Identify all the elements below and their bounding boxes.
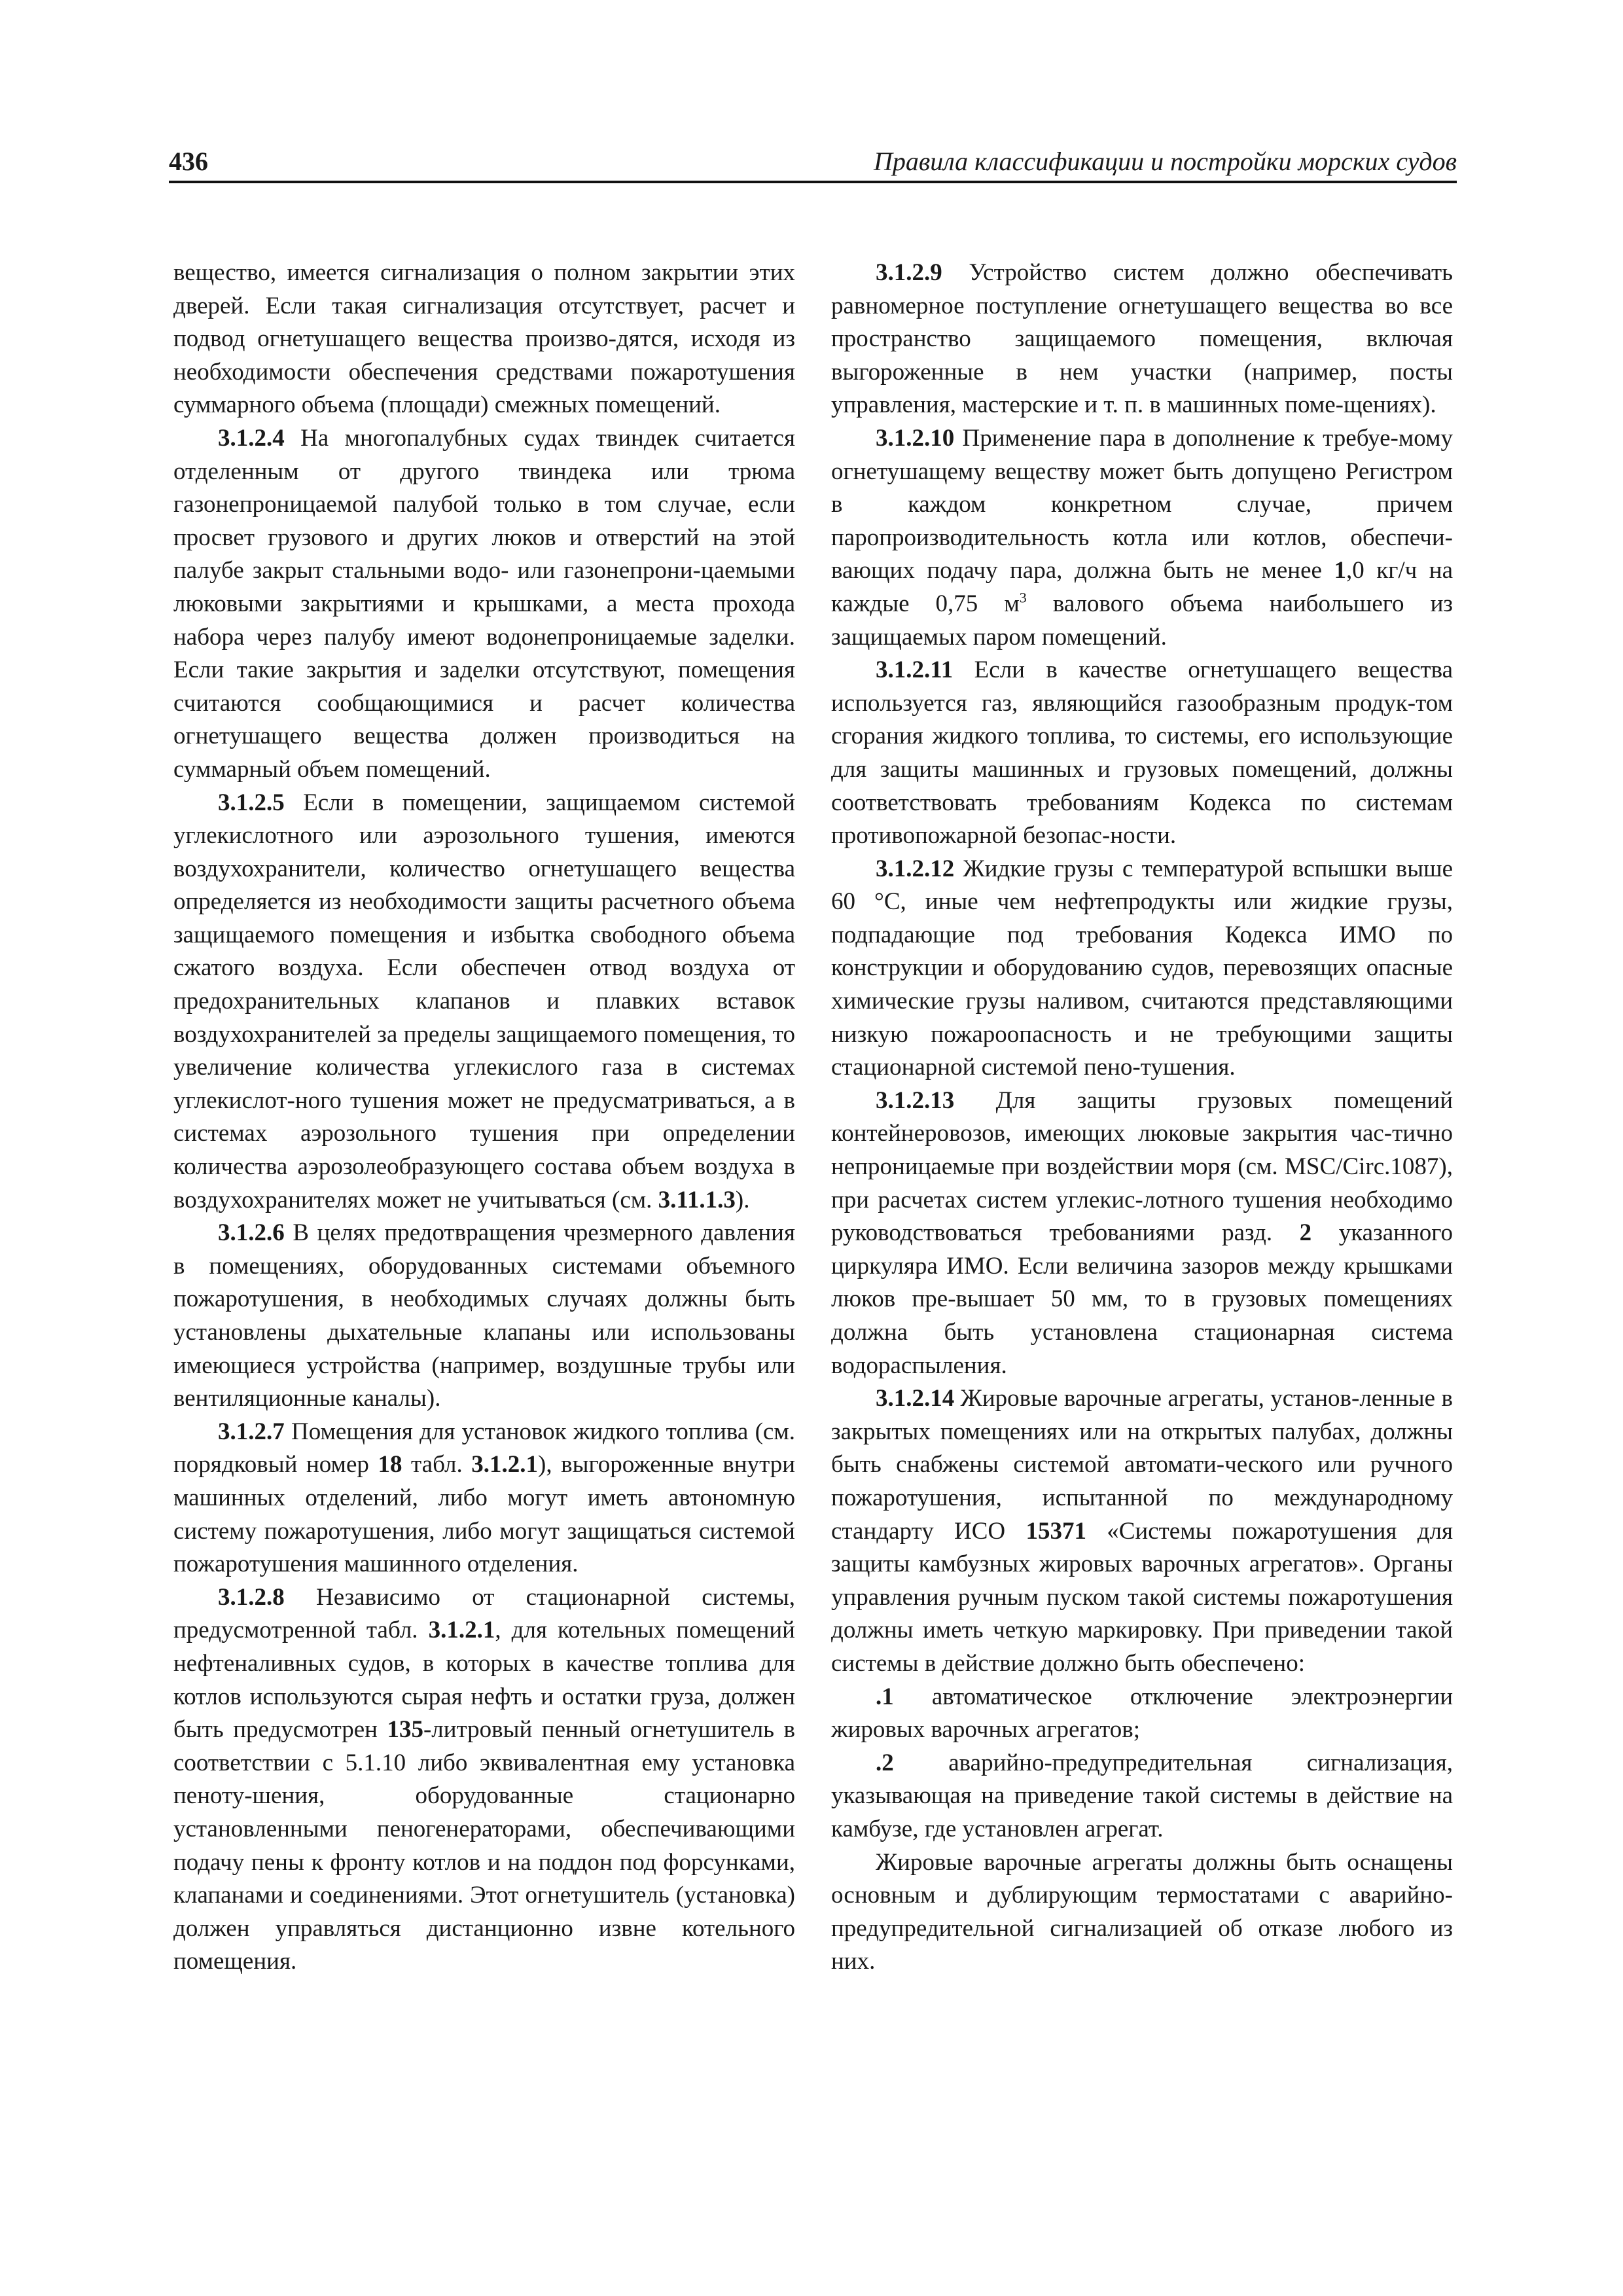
cross-reference: 3.1.2.1 <box>471 1451 539 1479</box>
clause-number: 3.1.2.12 <box>876 855 955 882</box>
paragraph-3-1-2-9: 3.1.2.9 Устройство систем должно обеспечивать равномерное поступление огнетушащего вещества во все пространство защищаемого помещения, включая выгороженные в нем участки (например, посты управления, мастерские и т. п. в машинных поме-щениях). <box>831 259 1453 419</box>
clause-number: 3.1.2.5 <box>218 789 285 816</box>
paragraph-3-1-2-13: 3.1.2.13 Для защиты грузовых помещений контейнеровозов, имеющих люковые закрытия час-тично непроницаемые при воздействии моря (см. MSC/Circ.1087), при расчетах систем углекис-лотного тушения необходимо руководствоваться требованиями разд. 2 указанного циркуляра ИМО. Если величина зазоров между крышками люков пре-вышает 50 мм, то в грузовых помещениях должна быть установлена стационарная система водораспыления. <box>831 1086 1453 1379</box>
paragraph-3-1-2-7: 3.1.2.7 Помещения для установок жидкого топлива (см. порядковый номер 18 табл. 3.1.2.1), выгороженные внутри машинных отделений, либо могут иметь автономную систему пожаротушения, либо могут защищаться системой пожаротушения машинного отделения. <box>173 1418 795 1578</box>
right-column <box>831 257 1453 1979</box>
cross-reference: 15371 <box>1026 1517 1086 1545</box>
clause-number: 3.1.2.8 <box>218 1583 285 1611</box>
running-title: Правила классификации и постройки морских судов <box>873 147 1457 176</box>
paragraph-3-1-2-10: 3.1.2.10 Применение пара в дополнение к требуе-мому огнетушащему веществу может быть допущено Регистром в каждом конкретном случае, причем паропроизводительность котла или котлов, обеспечи-вающих подачу пара, должна быть не менее 1,0 кг/ч на каждые 0,75 $м^3$ валового объема наибольшего из защищаемых паром помещений. <box>831 424 1453 651</box>
paragraph-3-1-2-14: 3.1.2.14 Жировые варочные агрегаты, установ-ленные в закрытых помещениях или на открытых палубах, должны быть снабжены системой автомати-ческого или ручного пожаротушения, испытанной по международному стандарту ИСО 15371 «Системы пожаротушения для защиты камбузных жировых варочных агрегатов». Органы управления ручным пуском такой системы пожаротушения должны иметь четкую маркировку. При приведении такой системы в действие должно быть обеспечено: <box>831 1385 1454 1677</box>
superscript: 3 <box>1019 589 1027 606</box>
list-item-1: .1 автоматическое отключение электроэнергии жировых варочных агрегатов; <box>831 1683 1453 1744</box>
clause-number: 3.1.2.7 <box>218 1418 285 1445</box>
paragraph-closing: Жировые варочные агрегаты должны быть оснащены основным и дублирующим термостатами с аварийно-предупредительной сигнализацией об отказе любого из них. <box>831 1848 1453 1975</box>
list-number: .1 <box>876 1683 894 1710</box>
clause-number: 3.1.2.6 <box>218 1219 285 1247</box>
page-number: 436 <box>169 147 208 176</box>
paragraph-3-1-2-8: 3.1.2.8 Независимо от стационарной системы, предусмотренной табл. 3.1.2.1, для котельных помещений нефтеналивных судов, в которых в качестве топлива для котлов используются сырая нефть и остатки груза, должен быть предусмотрен 135-литровый пенный огнетушитель в соответствии с 5.1.10 либо эквивалентная ему установка пеноту-шения, оборудованные стационарно установленными пеногенераторами, обеспечивающими подачу пены к фронту котлов и на поддон под форсунками, клапанами и соединениями. Этот огнетушитель (установка) должен управляться дистанционно извне котельного помещения. <box>173 1583 795 1975</box>
paragraph-3-1-2-4: 3.1.2.4 На многопалубных судах твиндек считается отделенным от другого твиндека или трюма газонепроницаемой палубой только в том случае, если просвет грузового и других люков и отверстий на этой палубе закрыт стальными водо- или газонепрони-цаемыми люковыми закрытиями и крышками, а места прохода набора через палубу имеют водонепроницаемые заделки. Если такие закрытия и заделки отсутствуют, помещения считаются сообщающимися и расчет количества огнетушащего вещества должен производиться на суммарный объем помещений. <box>173 424 795 783</box>
paragraph-3-1-2-12: 3.1.2.12 Жидкие грузы с температурой вспышки выше 60 °С, иные чем нефтепродукты или жидкие грузы, подпадающие под требования Кодекса ИМО по конструкции и оборудованию судов, перевозящих опасные химические грузы наливом, считаются представляющими низкую пожароопасность и не требующими защиты стационарной системой пено-тушения. <box>831 855 1453 1081</box>
cross-reference: 135 <box>387 1716 423 1744</box>
cross-reference: 3.11.1.3 <box>658 1186 736 1213</box>
clause-number: 3.1.2.9 <box>876 259 942 286</box>
cross-reference: 2 <box>1299 1219 1312 1247</box>
list-number: .2 <box>876 1749 894 1776</box>
paragraph-3-1-2-5: 3.1.2.5 Если в помещении, защищаемом системой углекислотного или аэрозольного тушения, имеются воздухохранители, количество огнетушащего вещества определяется из необходимости защиты расчетного объема защищаемого помещения и избытка свободного объема сжатого воздуха. Если обеспечен отвод воздуха от предохранительных клапанов и плавких вставок воздухохранителей за пределы защищаемого помещения, то увеличение количества углекислого газа в системах углекислот-ного тушения может не предусматриваться, а в системах аэрозольного тушения при определении количества аэрозолеобразующего состава объем воздуха в воздухохранителях может не учитываться (см. 3.11.1.3). <box>173 789 795 1213</box>
list-item-2: .2 аварийно-предупредительная сигнализация, указывающая на приведение такой системы в действие на камбузе, где установлен агрегат. <box>831 1749 1453 1842</box>
clause-number: 3.1.2.11 <box>876 656 954 684</box>
clause-number: 3.1.2.14 <box>876 1385 955 1412</box>
page-header <box>169 143 1457 183</box>
clause-number: 3.1.2.4 <box>218 424 285 452</box>
cross-reference: 18 <box>378 1451 402 1479</box>
paragraph-3-1-2-6: 3.1.2.6 В целях предотвращения чрезмерного давления в помещениях, оборудованных системами объемного пожаротушения, в необходимых случаях должны быть установлены дыхательные клапаны или использованы имеющиеся устройства (например, воздушные трубы или вентиляционные каналы). <box>173 1219 795 1412</box>
paragraph-continuation: вещество, имеется сигнализация о полном закрытии этих дверей. Если такая сигнализация отсутствует, расчет и подвод огнетушащего вещества произво-дятся, исходя из необходимости обеспечения средствами пожаротушения суммарного объема (площади) смежных помещений. <box>173 259 795 419</box>
left-column <box>173 257 795 1979</box>
cross-reference: 1 <box>1334 557 1346 584</box>
clause-number: 3.1.2.13 <box>876 1086 955 1114</box>
clause-number: 3.1.2.10 <box>876 424 955 452</box>
paragraph-3-1-2-11: 3.1.2.11 Если в качестве огнетушащего вещества используется газ, являющийся газообразным продук-том сгорания жидкого топлива, то системы, его использующие для защиты машинных и грузовых помещений, должны соответствовать требованиям Кодекса по системам противопожарной безопас-ности. <box>831 656 1453 850</box>
cross-reference: 3.1.2.1 <box>428 1617 495 1644</box>
